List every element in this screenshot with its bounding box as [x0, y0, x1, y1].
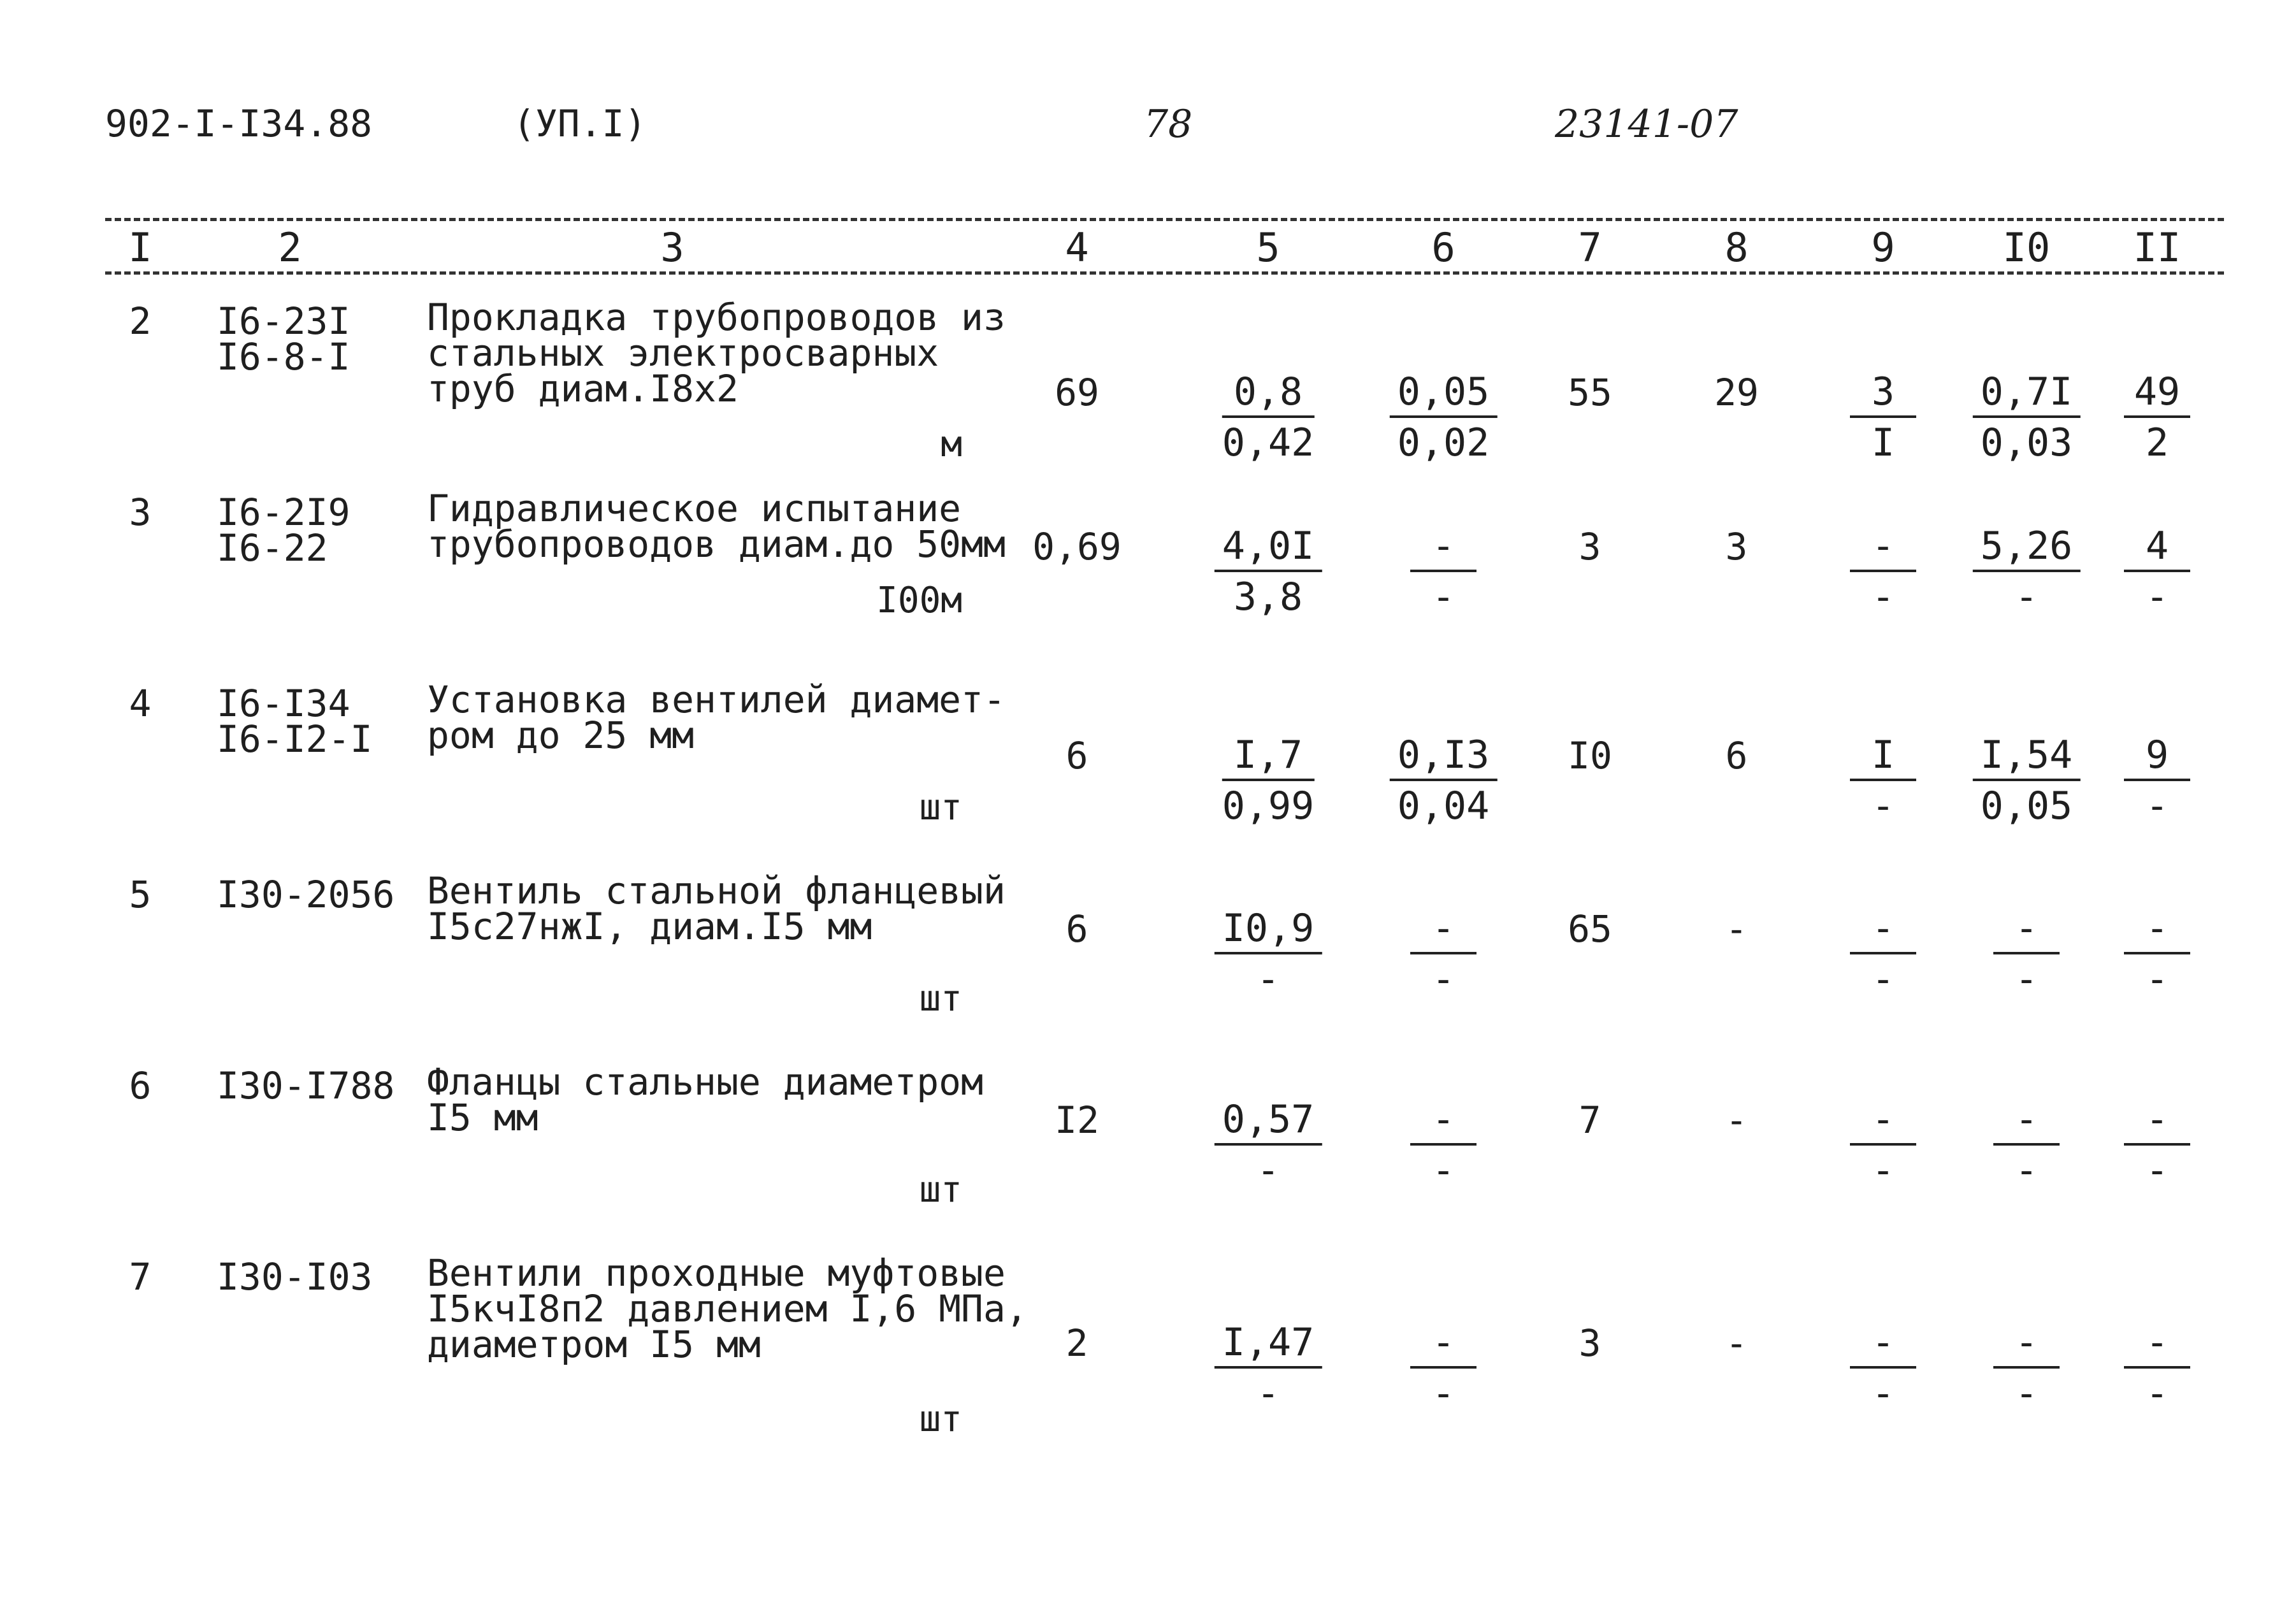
fraction-cell-c11 [2124, 731, 2190, 828]
fraction-cell-c9 [1850, 905, 1916, 1002]
fraction-numerator: - [1410, 522, 1477, 572]
fraction-cell-c5 [1215, 905, 1322, 1002]
fraction-denominator: - [1431, 1371, 1455, 1416]
column-8-value: - [1725, 1321, 1748, 1365]
row-number: 7 [129, 1255, 152, 1299]
fraction-denominator: - [2014, 1371, 2039, 1416]
fraction-cell-c5 [1222, 368, 1315, 465]
unit-of-measure: м [941, 424, 962, 465]
fraction-numerator: - [1993, 905, 2060, 954]
fraction-denominator: - [2145, 1371, 2169, 1416]
fraction-cell-c10 [1973, 731, 2081, 828]
fraction-denominator: - [1871, 957, 1895, 1002]
fraction-denominator: 3,8 [1233, 575, 1303, 619]
fraction-cell-c6 [1410, 522, 1477, 619]
header-bottom-divider [105, 271, 2224, 275]
column-8-value: - [1725, 1098, 1748, 1142]
column-number-4: 4 [1065, 224, 1089, 271]
fraction-numerator: - [1410, 1096, 1477, 1146]
work-description-line: диаметром I5 мм [427, 1323, 761, 1366]
fraction-cell-c10 [1993, 905, 2060, 1002]
fraction-numerator: - [2124, 1096, 2190, 1146]
column-8-value: - [1725, 907, 1748, 951]
work-description-line: I5кчI8п2 давлением I,6 МПа, [427, 1287, 1028, 1330]
fraction-cell-c5 [1215, 1096, 1322, 1193]
work-description-line: Гидравлическое испытание [427, 487, 962, 530]
quantity: I2 [1055, 1098, 1099, 1142]
fraction-denominator: - [1431, 1148, 1455, 1193]
fraction-numerator: 5,26 [1973, 522, 2081, 572]
column-number-10: I0 [2002, 224, 2051, 271]
fraction-numerator: I,47 [1215, 1319, 1322, 1369]
fraction-denominator: - [2014, 957, 2039, 1002]
column-number-9: 9 [1871, 224, 1895, 271]
fraction-denominator: - [1871, 575, 1895, 619]
fraction-denominator: 2 [2145, 421, 2169, 465]
quantity: 0,69 [1032, 525, 1122, 568]
column-number-3: 3 [660, 224, 684, 271]
norm-code: I30-2056 [217, 873, 395, 916]
fraction-denominator: - [1871, 1148, 1895, 1193]
row-number: 2 [129, 299, 152, 343]
fraction-cell-c5 [1222, 731, 1315, 828]
fraction-cell-c9 [1850, 522, 1916, 619]
fraction-cell-c5 [1215, 522, 1322, 619]
fraction-numerator: 0,05 [1390, 368, 1498, 418]
fraction-numerator: - [1410, 1319, 1477, 1369]
quantity: 2 [1065, 1321, 1088, 1365]
fraction-denominator: 0,05 [1980, 784, 2073, 828]
column-number-1: I [128, 224, 152, 271]
fraction-numerator: 0,57 [1215, 1096, 1322, 1146]
fraction-numerator: - [1993, 1096, 2060, 1146]
work-description-line: Вентили проходные муфтовые [427, 1251, 1006, 1295]
row-number: 6 [129, 1064, 152, 1107]
norm-code: I6-I2-I [217, 717, 373, 761]
fraction-denominator: 0,02 [1397, 421, 1490, 465]
quantity: 6 [1065, 734, 1088, 777]
fraction-denominator: - [1256, 1371, 1280, 1416]
fraction-numerator: I,54 [1973, 731, 2081, 781]
fraction-cell-c10 [1993, 1319, 2060, 1416]
work-description-line: трубопроводов диам.до 50мм [427, 522, 1006, 566]
work-description-line: стальных электросварных [427, 331, 939, 375]
fraction-cell-c6 [1410, 905, 1477, 1002]
fraction-numerator: - [1850, 905, 1916, 954]
fraction-cell-c10 [1973, 368, 2081, 465]
quantity: 6 [1065, 907, 1088, 951]
fraction-cell-c11 [2124, 368, 2190, 465]
fraction-numerator: - [1850, 1096, 1916, 1146]
column-number-8: 8 [1724, 224, 1749, 271]
fraction-cell-c6 [1390, 368, 1498, 465]
fraction-denominator: I [1871, 421, 1895, 465]
fraction-denominator: - [1256, 1148, 1280, 1193]
fraction-numerator: I,7 [1222, 731, 1315, 781]
fraction-numerator: - [1410, 905, 1477, 954]
norm-code: I6-2I9 [217, 491, 350, 534]
fraction-cell-c9 [1850, 368, 1916, 465]
fraction-numerator: - [1850, 1319, 1916, 1369]
work-description-line: Фланцы стальные диаметром [427, 1060, 983, 1104]
row-number: 4 [129, 682, 152, 725]
fraction-denominator: 0,04 [1397, 784, 1490, 828]
fraction-numerator: 4 [2124, 522, 2190, 572]
column-7-value: 3 [1578, 525, 1601, 568]
fraction-cell-c10 [1973, 522, 2081, 619]
fraction-cell-c10 [1993, 1096, 2060, 1193]
unit-of-measure: шт [919, 978, 962, 1019]
work-description-line: Вентиль стальной фланцевый [427, 869, 1006, 912]
norm-code: I6-I34 [217, 682, 350, 725]
page-number: 78 [1144, 102, 1193, 147]
column-number-11: II [2133, 224, 2181, 271]
unit-of-measure: шт [919, 1169, 962, 1211]
fraction-numerator: 0,I3 [1390, 731, 1498, 781]
unit-of-measure: шт [919, 1399, 962, 1440]
fraction-numerator: - [1850, 522, 1916, 572]
norm-code: I30-I03 [217, 1255, 373, 1299]
column-number-7: 7 [1578, 224, 1602, 271]
fraction-numerator: 49 [2124, 368, 2190, 418]
fraction-denominator: 0,99 [1222, 784, 1315, 828]
section-label: (УП.I) [513, 102, 647, 145]
fraction-cell-c11 [2124, 1096, 2190, 1193]
fraction-denominator: - [2145, 957, 2169, 1002]
fraction-cell-c6 [1410, 1319, 1477, 1416]
fraction-denominator: - [1256, 957, 1280, 1002]
fraction-denominator: - [2145, 1148, 2169, 1193]
fraction-cell-c11 [2124, 1319, 2190, 1416]
fraction-cell-c11 [2124, 522, 2190, 619]
column-8-value: 3 [1725, 525, 1748, 568]
unit-of-measure: I00м [876, 580, 962, 621]
fraction-numerator: - [2124, 1319, 2190, 1369]
quantity: 69 [1055, 371, 1099, 414]
stamp-number: 23141-07 [1555, 102, 1738, 147]
fraction-numerator: 0,8 [1222, 368, 1315, 418]
work-description-line: I5 мм [427, 1096, 538, 1139]
fraction-cell-c9 [1850, 1319, 1916, 1416]
fraction-cell-c9 [1850, 731, 1916, 828]
fraction-denominator: - [1431, 957, 1455, 1002]
norm-code: I30-I788 [217, 1064, 395, 1107]
fraction-numerator: - [2124, 905, 2190, 954]
column-7-value: 55 [1568, 371, 1612, 414]
column-number-6: 6 [1431, 224, 1455, 271]
work-description-line: Прокладка трубопроводов из [427, 296, 1006, 339]
norm-code: I6-22 [217, 526, 328, 570]
fraction-cell-c9 [1850, 1096, 1916, 1193]
fraction-denominator: - [1871, 784, 1895, 828]
work-description-line: I5с27нжI, диам.I5 мм [427, 905, 872, 948]
fraction-denominator: 0,42 [1222, 421, 1315, 465]
fraction-numerator: 0,7I [1973, 368, 2081, 418]
work-description-line: труб диам.I8х2 [427, 367, 739, 410]
column-8-value: 29 [1714, 371, 1759, 414]
column-7-value: I0 [1568, 734, 1612, 777]
column-number-2: 2 [278, 224, 302, 271]
fraction-cell-c11 [2124, 905, 2190, 1002]
fraction-numerator: - [1993, 1319, 2060, 1369]
fraction-denominator: - [2145, 575, 2169, 619]
row-number: 3 [129, 491, 152, 534]
fraction-denominator: 0,03 [1980, 421, 2073, 465]
column-7-value: 7 [1578, 1098, 1601, 1142]
fraction-denominator: - [1871, 1371, 1895, 1416]
row-number: 5 [129, 873, 152, 916]
column-7-value: 3 [1578, 1321, 1601, 1365]
fraction-denominator: - [2014, 1148, 2039, 1193]
norm-code: I6-8-I [217, 335, 350, 378]
work-description-line: Установка вентилей диамет- [427, 678, 1006, 721]
column-number-5: 5 [1256, 224, 1280, 271]
column-7-value: 65 [1568, 907, 1612, 951]
fraction-numerator: 4,0I [1215, 522, 1322, 572]
fraction-numerator: 9 [2124, 731, 2190, 781]
fraction-cell-c5 [1215, 1319, 1322, 1416]
fraction-numerator: I [1850, 731, 1916, 781]
column-8-value: 6 [1725, 734, 1748, 777]
fraction-numerator: I0,9 [1215, 905, 1322, 954]
work-description-line: ром до 25 мм [427, 714, 695, 757]
fraction-denominator: - [1431, 575, 1455, 619]
fraction-denominator: - [2145, 784, 2169, 828]
unit-of-measure: шт [919, 787, 962, 828]
fraction-cell-c6 [1390, 731, 1498, 828]
fraction-denominator: - [2014, 575, 2039, 619]
fraction-numerator: 3 [1850, 368, 1916, 418]
norm-code: I6-23I [217, 299, 350, 343]
header-top-divider [105, 218, 2224, 221]
document-code: 902-I-I34.88 [105, 102, 373, 145]
fraction-cell-c6 [1410, 1096, 1477, 1193]
